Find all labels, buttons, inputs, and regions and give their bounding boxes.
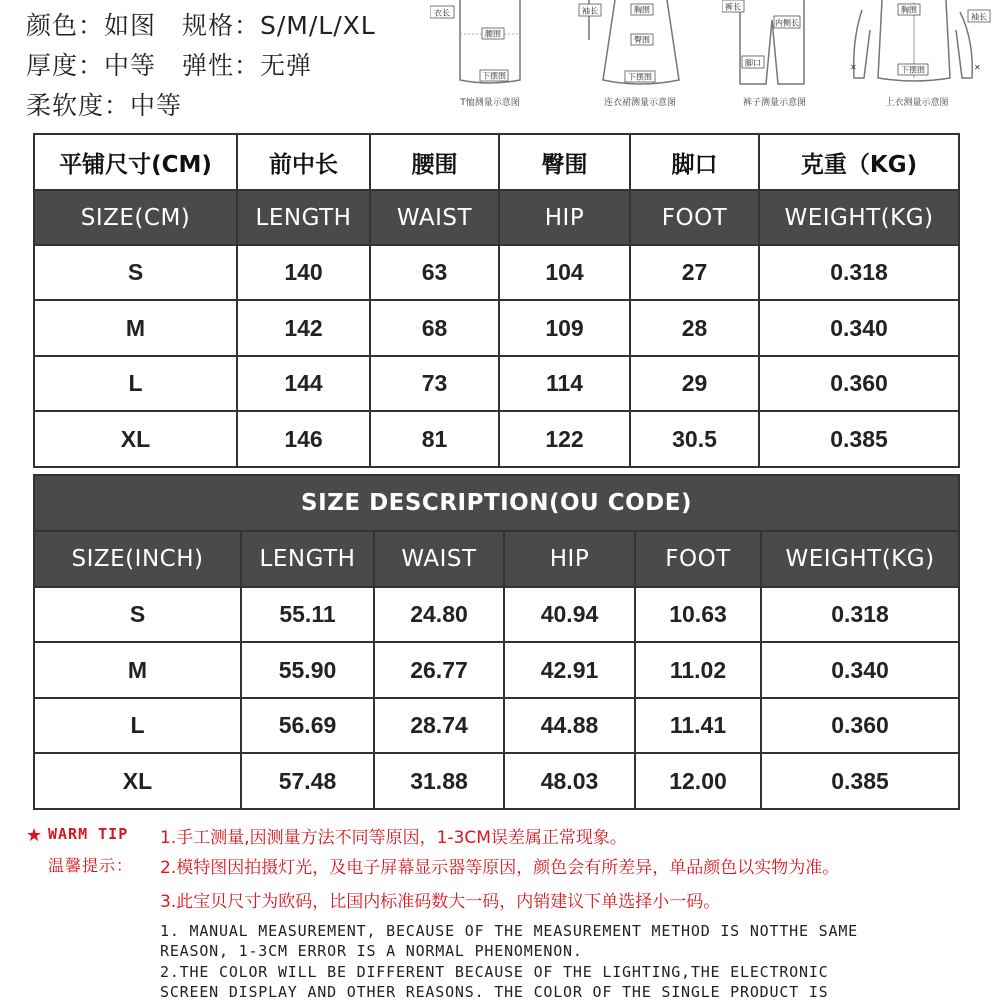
foot-cell: 27 bbox=[630, 245, 759, 300]
dress-sketch-icon bbox=[575, 0, 705, 95]
header-cell: 平铺尺寸(CM) bbox=[34, 134, 237, 190]
svg-text:脚口: 脚口 bbox=[745, 58, 761, 68]
header-cell: 克重（KG) bbox=[759, 134, 959, 190]
weight-cell: 0.385 bbox=[759, 411, 959, 467]
weight-cell: 0.360 bbox=[759, 356, 959, 411]
tip-line-en: 2.THE COLOR WILL BE DIFFERENT BECAUSE OF THE LIGHTING,THE ELECTRONIC bbox=[160, 963, 829, 981]
diagram-caption: T恤测量示意图 bbox=[460, 98, 520, 108]
table-header-en bbox=[34, 531, 959, 587]
hip-cell: 114 bbox=[499, 356, 630, 411]
tshirt-diagram bbox=[430, 0, 550, 112]
header-cell: WAIST bbox=[374, 531, 504, 587]
elasticity-attribute: 弹性：无弹 bbox=[182, 51, 313, 80]
svg-text:内侧长: 内侧长 bbox=[775, 18, 799, 28]
size-cell: XL bbox=[34, 411, 237, 467]
product-attributes bbox=[26, 6, 376, 126]
star-icon: ★ bbox=[26, 825, 43, 846]
header-cell: WAIST bbox=[370, 190, 499, 245]
table-row bbox=[34, 245, 959, 300]
svg-text:臀围: 臀围 bbox=[634, 35, 650, 45]
weight-cell: 0.340 bbox=[759, 300, 959, 356]
svg-text:胸围: 胸围 bbox=[901, 5, 917, 15]
length-cell: 146 bbox=[237, 411, 370, 467]
weight-cell: 0.318 bbox=[759, 245, 959, 300]
waist-cell: 28.74 bbox=[374, 698, 504, 753]
header-cell: 腰围 bbox=[370, 134, 499, 190]
top-diagram bbox=[842, 0, 992, 112]
table-header-en bbox=[34, 190, 959, 245]
size-cell: M bbox=[34, 642, 241, 698]
tip-line-en: SCREEN DISPLAY AND OTHER REASONS. THE COLOR OF THE SINGLE PRODUCT IS bbox=[160, 983, 829, 1000]
size-cell: L bbox=[34, 698, 241, 753]
svg-text:腰围: 腰围 bbox=[485, 29, 501, 39]
diagram-caption: 连衣裙测量示意图 bbox=[603, 98, 676, 108]
header-cell: SIZE(INCH) bbox=[34, 531, 241, 587]
diagram-caption: 上衣测量示意图 bbox=[885, 98, 949, 108]
header-cell: FOOT bbox=[635, 531, 761, 587]
svg-text:✕: ✕ bbox=[974, 63, 981, 72]
size-table-inch bbox=[33, 474, 960, 810]
table-row bbox=[34, 642, 959, 698]
waist-cell: 24.80 bbox=[374, 587, 504, 642]
svg-text:下摆围: 下摆围 bbox=[901, 65, 925, 75]
weight-cell: 0.385 bbox=[761, 753, 959, 809]
length-cell: 144 bbox=[237, 356, 370, 411]
hip-cell: 48.03 bbox=[504, 753, 635, 809]
length-cell: 57.48 bbox=[241, 753, 374, 809]
dress-diagram bbox=[575, 0, 705, 112]
header-cell: WEIGHT(KG) bbox=[759, 190, 959, 245]
hip-cell: 44.88 bbox=[504, 698, 635, 753]
table-row bbox=[34, 411, 959, 467]
foot-cell: 11.41 bbox=[635, 698, 761, 753]
foot-cell: 11.02 bbox=[635, 642, 761, 698]
table-row bbox=[34, 698, 959, 753]
header-cell: FOOT bbox=[630, 190, 759, 245]
hip-cell: 42.91 bbox=[504, 642, 635, 698]
header-cell: 脚口 bbox=[630, 134, 759, 190]
hip-cell: 122 bbox=[499, 411, 630, 467]
length-cell: 56.69 bbox=[241, 698, 374, 753]
size-cell: L bbox=[34, 356, 237, 411]
svg-text:袖长: 袖长 bbox=[971, 12, 987, 22]
foot-cell: 29 bbox=[630, 356, 759, 411]
spec-attribute: 规格：S/M/L/XL bbox=[182, 11, 376, 40]
svg-text:✕: ✕ bbox=[850, 63, 857, 72]
tip-line-cn: 2.模特图因拍摄灯光，及电子屏幕显示器等原因，颜色会有所差异，单品颜色以实物为准。 bbox=[160, 858, 840, 878]
waist-cell: 81 bbox=[370, 411, 499, 467]
diagram-caption: 裤子测量示意图 bbox=[742, 98, 806, 108]
foot-cell: 28 bbox=[630, 300, 759, 356]
header-cell: LENGTH bbox=[241, 531, 374, 587]
header-cell: 臀围 bbox=[499, 134, 630, 190]
svg-text:下摆围: 下摆围 bbox=[482, 71, 506, 81]
diagram-tag: 衣长 bbox=[434, 8, 450, 18]
warm-tip-label: WARM TIP bbox=[48, 825, 129, 843]
hip-cell: 109 bbox=[499, 300, 630, 356]
header-cell: LENGTH bbox=[237, 190, 370, 245]
waist-cell: 63 bbox=[370, 245, 499, 300]
pants-sketch-icon bbox=[722, 0, 827, 95]
foot-cell: 10.63 bbox=[635, 587, 761, 642]
length-cell: 142 bbox=[237, 300, 370, 356]
svg-text:下摆围: 下摆围 bbox=[628, 72, 652, 82]
pants-diagram bbox=[722, 0, 827, 112]
size-cell: S bbox=[34, 245, 237, 300]
color-attribute: 颜色：如图 bbox=[26, 11, 157, 40]
table-title-row bbox=[34, 475, 959, 531]
header-cell: 前中长 bbox=[237, 134, 370, 190]
tip-line-en: 1. MANUAL MEASUREMENT, BECAUSE OF THE MEASUREMENT METHOD IS NOTTHE SAME bbox=[160, 922, 858, 940]
waist-cell: 31.88 bbox=[374, 753, 504, 809]
header-cell: HIP bbox=[499, 190, 630, 245]
length-cell: 140 bbox=[237, 245, 370, 300]
table-title: SIZE DESCRIPTION(OU CODE) bbox=[34, 475, 959, 531]
size-cell: XL bbox=[34, 753, 241, 809]
weight-cell: 0.318 bbox=[761, 587, 959, 642]
tip-line-cn: 1.手工测量,因测量方法不同等原因，1-3CM误差属正常现象。 bbox=[160, 828, 627, 848]
table-row bbox=[34, 356, 959, 411]
size-cell: M bbox=[34, 300, 237, 356]
table-row bbox=[34, 753, 959, 809]
header-cell: HIP bbox=[504, 531, 635, 587]
weight-cell: 0.360 bbox=[761, 698, 959, 753]
thickness-attribute: 厚度：中等 bbox=[26, 51, 157, 80]
waist-cell: 73 bbox=[370, 356, 499, 411]
size-cell: S bbox=[34, 587, 241, 642]
table-row bbox=[34, 300, 959, 356]
header-cell: WEIGHT(KG) bbox=[761, 531, 959, 587]
table-header-cn bbox=[34, 134, 959, 190]
header-cell: SIZE(CM) bbox=[34, 190, 237, 245]
warm-tip-label-cn: 温馨提示： bbox=[48, 856, 134, 875]
size-table-cm bbox=[33, 133, 960, 468]
svg-text:袖长: 袖长 bbox=[582, 6, 598, 16]
length-cell: 55.11 bbox=[241, 587, 374, 642]
waist-cell: 68 bbox=[370, 300, 499, 356]
tip-line-cn: 3.此宝贝尺寸为欧码，比国内标准码数大一码，内销建议下单选择小一码。 bbox=[160, 892, 721, 912]
foot-cell: 12.00 bbox=[635, 753, 761, 809]
svg-text:胸围: 胸围 bbox=[634, 5, 650, 15]
weight-cell: 0.340 bbox=[761, 642, 959, 698]
softness-attribute: 柔软度：中等 bbox=[26, 91, 183, 120]
svg-text:裤长: 裤长 bbox=[725, 2, 741, 12]
tshirt-sketch-icon bbox=[430, 0, 550, 95]
foot-cell: 30.5 bbox=[630, 411, 759, 467]
waist-cell: 26.77 bbox=[374, 642, 504, 698]
hip-cell: 104 bbox=[499, 245, 630, 300]
length-cell: 55.90 bbox=[241, 642, 374, 698]
table-row bbox=[34, 587, 959, 642]
hip-cell: 40.94 bbox=[504, 587, 635, 642]
jacket-sketch-icon bbox=[842, 0, 992, 95]
tip-line-en: REASON, 1-3CM ERROR IS A NORMAL PHENOMENON. bbox=[160, 942, 583, 960]
